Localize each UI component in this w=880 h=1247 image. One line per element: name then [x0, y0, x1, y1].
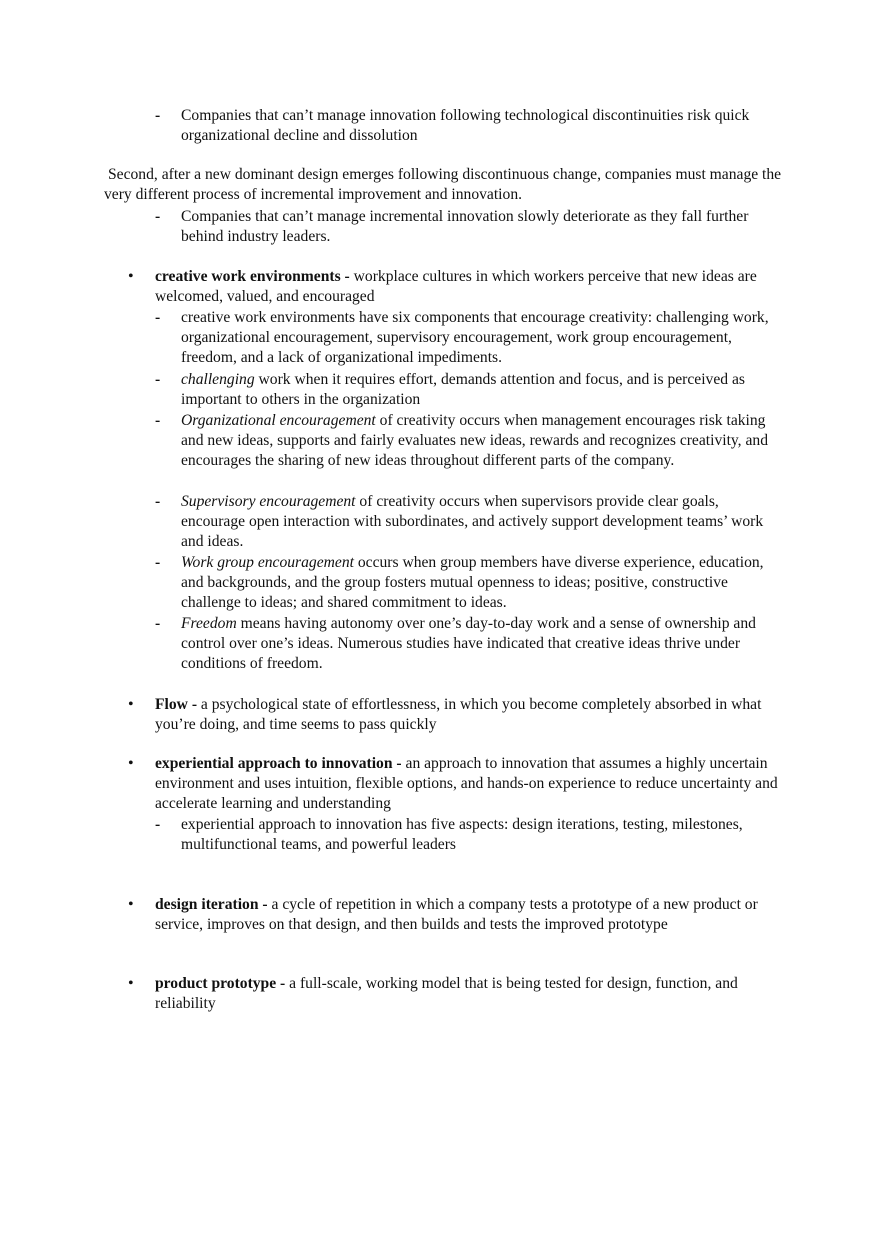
definition-text — [155, 754, 780, 815]
list-item-body: means having autonomy over one’s day-to-day work and a sense of ownership and control over one’s ideas. Numerous studies have indicated that creative ideas thrive under conditions of freedom. — [181, 615, 756, 673]
list-item-body: creative work environments have six components that encourage creativity: challenging work, organizational encouragement, supervisory encouragement, work group encouragement, freedom, and a lack of organizational impediments. — [181, 309, 769, 367]
bullet-marker: • — [128, 268, 134, 285]
definition-text — [155, 267, 780, 307]
term: experiential approach to innovation - — [155, 755, 402, 772]
list-item-text — [181, 308, 781, 369]
dash-marker: - — [155, 107, 161, 124]
definition: workplace cultures in which workers perceive that new ideas are welcomed, valued, and encouraged — [155, 268, 757, 306]
dash-marker: - — [155, 554, 161, 571]
italic-term: Organizational encouragement — [181, 412, 376, 429]
definition: a full-scale, working model that is being tested for design, function, and reliability — [155, 975, 738, 1013]
dash-marker: - — [155, 816, 161, 833]
list-item-text — [181, 370, 781, 410]
dash-marker: - — [155, 371, 161, 388]
list-item-body: of creativity occurs when management encourages risk taking and new ideas, supports and fairly evaluates new ideas, rewards and recognizes creativity, and encourages the sharing of new ideas throughout different parts of the company. — [181, 412, 768, 470]
list-item-text: Companies that can’t manage incremental innovation slowly deteriorate as they fall further behind industry leaders. — [181, 208, 749, 246]
italic-term: challenging — [181, 371, 255, 388]
list-item-body: experiential approach to innovation has five aspects: design iterations, testing, milestones, multifunctional teams, and powerful leaders — [181, 816, 743, 854]
italic-term: Supervisory encouragement — [181, 493, 356, 510]
list-item-text: Companies that can’t manage innovation following technological discontinuities risk quick organizational decline and dissolution — [181, 107, 750, 145]
italic-term: Freedom — [181, 615, 237, 632]
list-item-text — [181, 411, 781, 472]
italic-term: Work group encouragement — [181, 554, 354, 571]
bullet-marker: • — [128, 755, 134, 772]
bullet-marker: • — [128, 696, 134, 713]
definition: a psychological state of effortlessness, in which you become completely absorbed in what you’re doing, and time seems to pass quickly — [155, 696, 762, 734]
paragraph: Second, after a new dominant design emerges following discontinuous change, companies must manage the very different process of incremental improvement and innovation. — [104, 166, 782, 204]
term: Flow - — [155, 696, 198, 713]
list-item-text — [181, 553, 781, 614]
dash-marker: - — [155, 615, 161, 632]
term: product prototype - — [155, 975, 286, 992]
definition: a cycle of repetition in which a company tests a prototype of a new product or service, improves on that design, and then builds and tests the improved prototype — [155, 896, 758, 934]
bullet-marker: • — [128, 896, 134, 913]
list-item-body: of creativity occurs when supervisors provide clear goals, encourage open interaction with subordinates, and actively support development teams’ work and ideas. — [181, 493, 764, 551]
list-item-body: work when it requires effort, demands attention and focus, and is perceived as important to others in the organization — [181, 371, 745, 409]
dash-marker: - — [155, 493, 161, 510]
term: creative work environments - — [155, 268, 350, 285]
dash-marker: - — [155, 309, 161, 326]
list-item-body: occurs when group members have diverse experience, education, and backgrounds, and the group fosters mutual openness to ideas; positive, constructive challenge to ideas; and shared commitment to ideas. — [181, 554, 764, 612]
dash-marker: - — [155, 412, 161, 429]
dash-marker: - — [155, 208, 161, 225]
definition: an approach to innovation that assumes a highly uncertain environment and uses intuition, flexible options, and hands-on experience to reduce uncertainty and accelerate learning and understanding — [155, 755, 778, 813]
definition-text — [155, 974, 780, 1014]
list-item-text — [181, 492, 781, 553]
list-item-text — [181, 614, 781, 675]
list-item-text — [181, 815, 781, 855]
bullet-marker: • — [128, 975, 134, 992]
term: design iteration - — [155, 896, 268, 913]
definition-text — [155, 695, 780, 735]
definition-text — [155, 895, 780, 935]
